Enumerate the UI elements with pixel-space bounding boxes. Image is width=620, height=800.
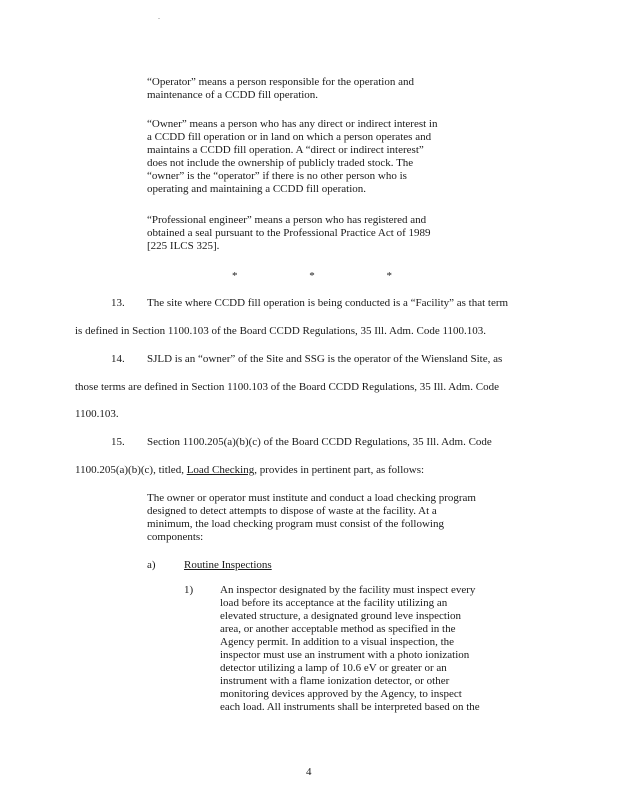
text-line: components: <box>147 531 204 543</box>
item-a-title: Routine Inspections <box>184 559 272 571</box>
text-line: “owner” is the “operator” if there is no other person who is <box>147 170 407 182</box>
text-line: The owner or operator must institute and conduct a load checking program <box>147 492 476 504</box>
text-line: “Professional engineer” means a person who has registered and <box>147 214 427 226</box>
text-run: 1100.205(a)(b)(c), titled, <box>75 464 187 476</box>
definition-professional-engineer <box>147 214 430 253</box>
item-1-text <box>220 584 480 714</box>
text-line: designed to detect attempts to dispose of waste at the facility. At a <box>147 505 437 517</box>
text-line: inspector must use an instrument with a photo ionization <box>220 649 470 661</box>
star: * <box>386 270 392 282</box>
paragraph-14-line: SJLD is an “owner” of the Site and SSG is the operator of the Wiensland Site, as <box>147 353 503 365</box>
text-line: detector utilizing a lamp of 10.6 eV or greater or an <box>220 662 447 674</box>
quoted-regulation <box>147 492 476 544</box>
paragraph-15-line: Section 1100.205(a)(b)(c) of the Board CCDD Regulations, 35 Ill. Adm. Code <box>147 436 492 448</box>
text-line: maintenance of a CCDD fill operation. <box>147 89 319 101</box>
text-line: monitoring devices approved by the Agency, to inspect <box>220 688 462 700</box>
load-checking-title: Load Checking <box>186 464 255 476</box>
text-line: Agency permit. In addition to a visual inspection, the <box>220 636 455 648</box>
paragraph-number-15: 15. <box>111 436 125 448</box>
text-run: , provides in pertinent part, as follows: <box>254 464 425 476</box>
text-line: minimum, the load checking program must consist of the following <box>147 518 444 530</box>
star: * <box>232 270 238 282</box>
text-line: An inspector designated by the facility must inspect every <box>220 584 476 596</box>
paragraph-13-line: The site where CCDD fill operation is being conducted is a “Facility” as that term <box>147 297 509 309</box>
paragraph-number-13: 13. <box>111 297 125 309</box>
paragraph-number-14: 14. <box>111 353 125 365</box>
paragraph-14-line: 1100.103. <box>75 408 119 420</box>
paragraph-15-line <box>75 464 424 476</box>
text-line: “Operator” means a person responsible for the operation and <box>147 76 414 88</box>
text-line: does not include the ownership of publicly traded stock. The <box>147 157 414 169</box>
text-line: [225 ILCS 325]. <box>147 240 220 252</box>
text-line: load before its acceptance at the facility utilizing an <box>220 597 448 609</box>
scan-mark: . <box>158 12 160 21</box>
star: * <box>309 270 315 282</box>
text-line: instrument with a flame ionization detector, or other <box>220 675 450 687</box>
text-line: “Owner” means a person who has any direct or indirect interest in <box>147 118 438 130</box>
text-line: a CCDD fill operation or in land on which a person operates and <box>147 131 432 143</box>
text-line: maintains a CCDD fill operation. A “direct or indirect interest” <box>147 144 424 156</box>
section-break-stars <box>232 270 392 282</box>
text-line: obtained a seal pursuant to the Professional Practice Act of 1989 <box>147 227 431 239</box>
text-line: elevated structure, a designated ground leve inspection <box>220 610 461 622</box>
definition-operator <box>147 76 414 102</box>
item-a-label: a) <box>147 559 156 571</box>
item-1-label: 1) <box>184 584 194 596</box>
paragraph-14-line: those terms are defined in Section 1100.103 of the Board CCDD Regulations, 35 Ill. Adm. Code <box>75 381 499 393</box>
page-number: 4 <box>306 766 312 778</box>
definition-owner <box>147 118 437 196</box>
text-line: area, or another acceptable method as specified in the <box>220 623 456 635</box>
text-line: operating and maintaining a CCDD fill operation. <box>147 183 367 195</box>
text-line: each load. All instruments shall be interpreted based on the <box>220 701 480 713</box>
paragraph-13-line: is defined in Section 1100.103 of the Board CCDD Regulations, 35 Ill. Adm. Code 1100.103. <box>75 325 487 337</box>
